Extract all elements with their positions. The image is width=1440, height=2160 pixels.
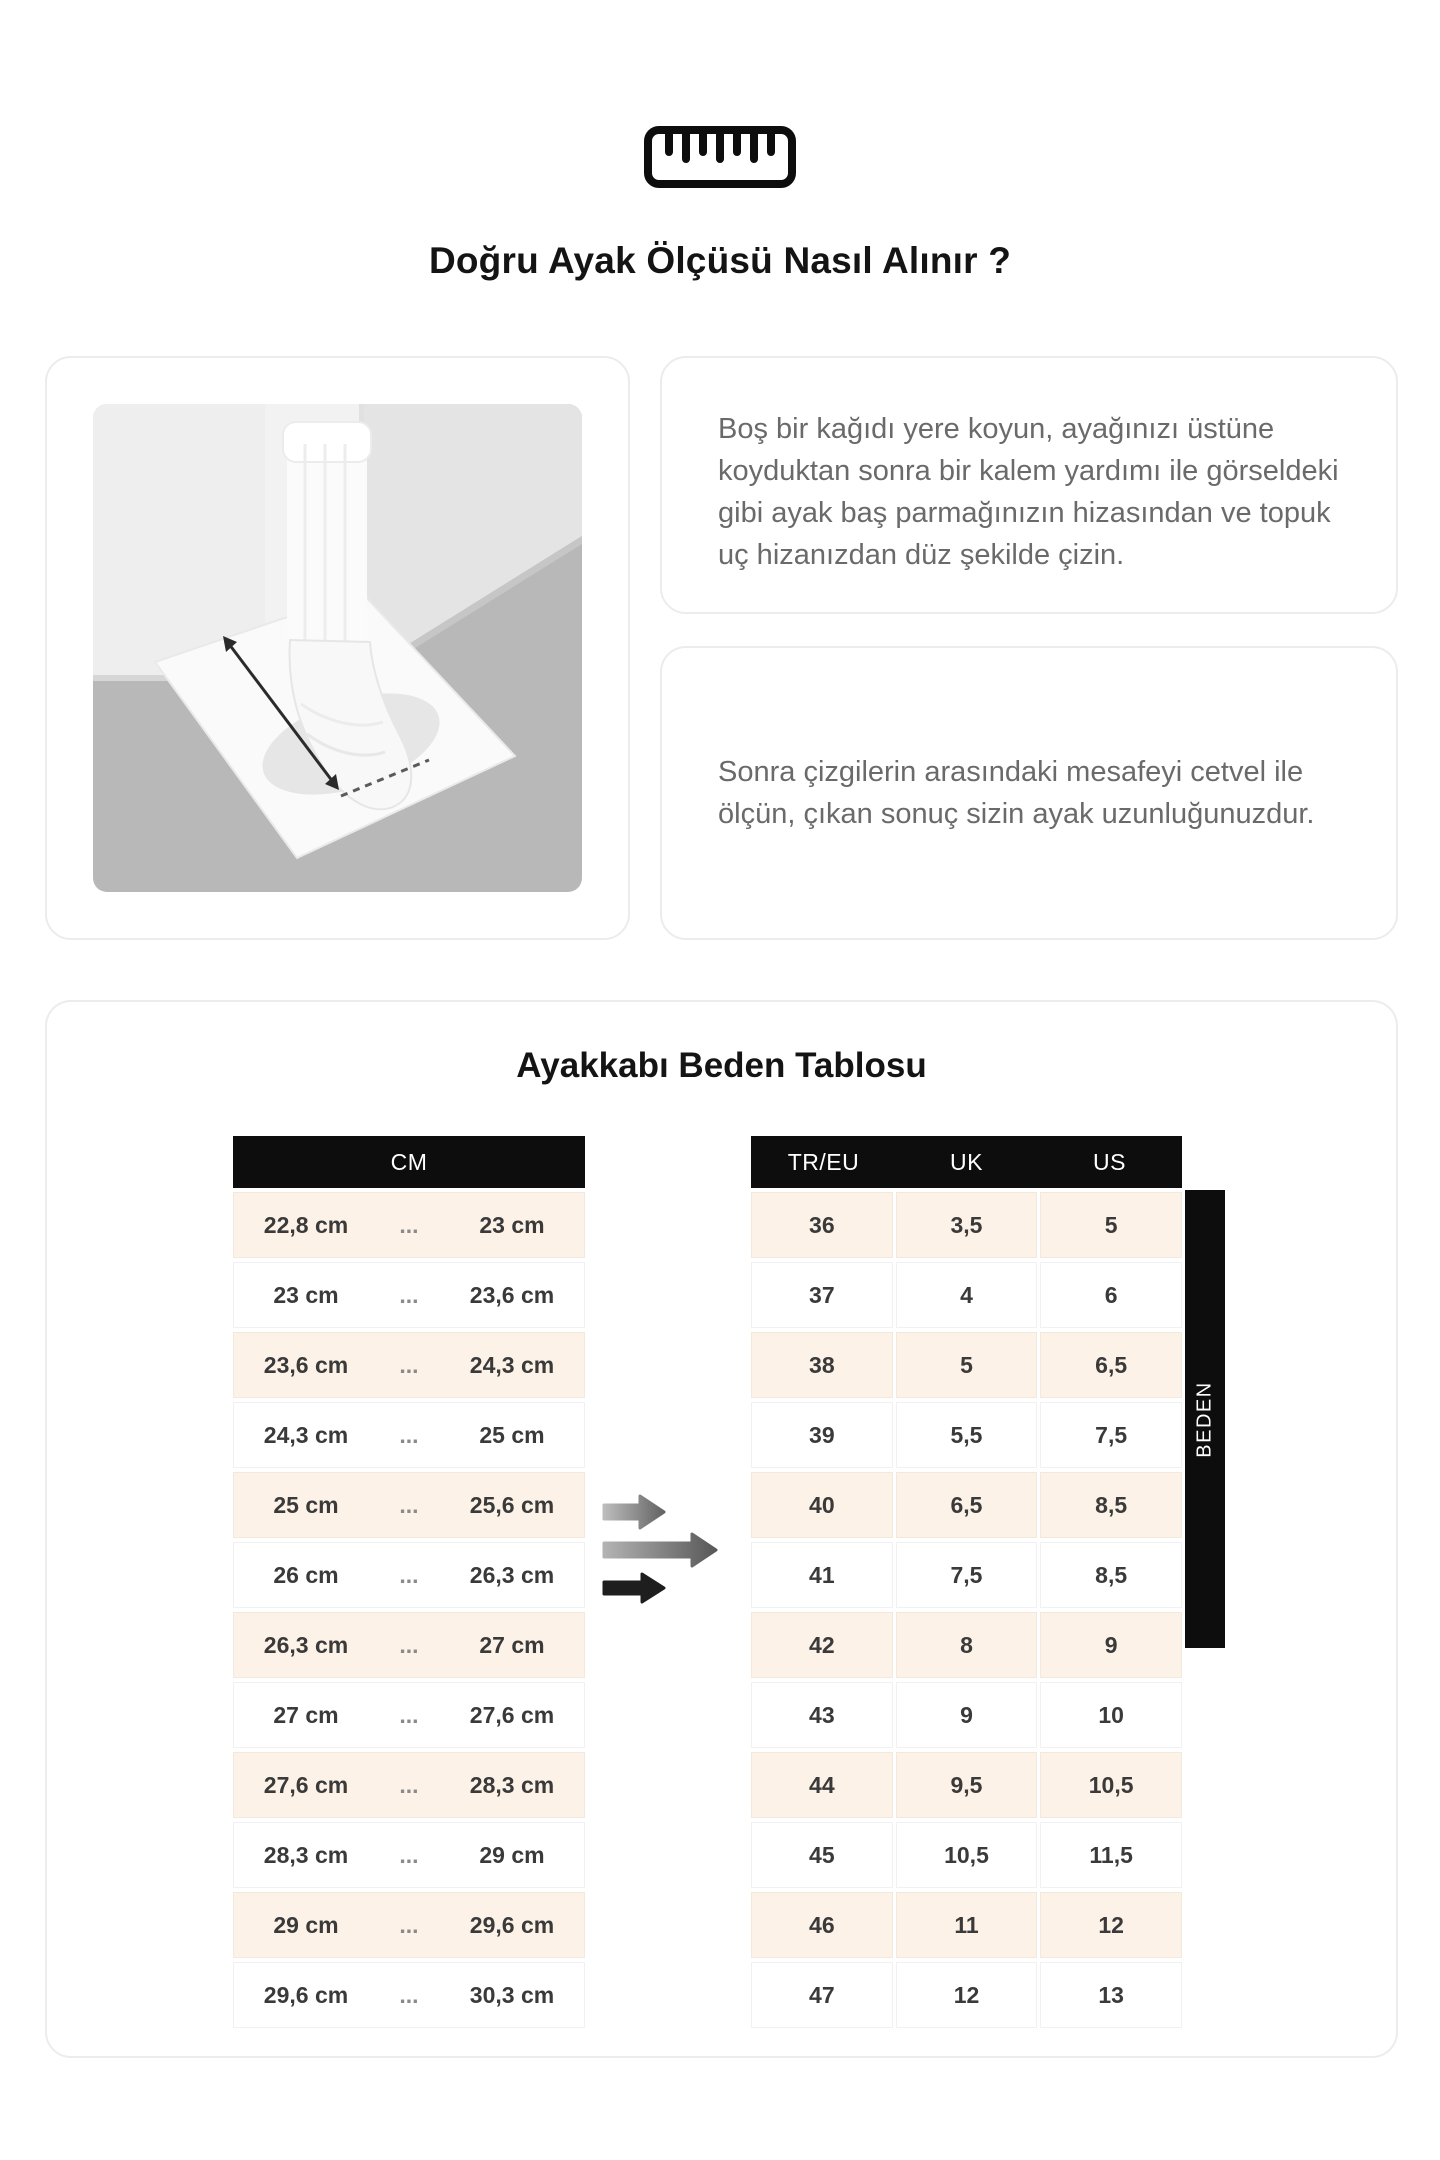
cm-range-separator: ... <box>399 1841 419 1868</box>
cm-to-value: 23 cm <box>479 1211 545 1238</box>
size-table-row <box>751 1192 1182 1258</box>
cm-range-separator: ... <box>399 1561 419 1588</box>
foot-measurement-photo-card <box>45 356 630 940</box>
cm-to-value: 28,3 cm <box>469 1771 555 1798</box>
size-table-row <box>751 1822 1182 1888</box>
size-tr-eu: 37 <box>751 1262 893 1328</box>
col-header-uk: UK <box>950 1148 983 1175</box>
size-us: 13 <box>1040 1962 1182 2028</box>
size-us: 6,5 <box>1040 1332 1182 1398</box>
size-table-row <box>751 1472 1182 1538</box>
instruction-text-column <box>660 356 1398 940</box>
instruction-step-1 <box>660 356 1398 614</box>
cm-range-separator: ... <box>399 1771 419 1798</box>
cm-to-value: 29,6 cm <box>469 1911 555 1938</box>
size-tr-eu: 38 <box>751 1332 893 1398</box>
cm-range-separator: ... <box>399 1491 419 1518</box>
size-uk: 11 <box>896 1892 1038 1958</box>
page-title: Doğru Ayak Ölçüsü Nasıl Alınır ? <box>428 240 1012 281</box>
cm-table-body <box>233 1192 585 2028</box>
size-table-row <box>751 1962 1182 2028</box>
cm-table-row <box>233 1822 585 1888</box>
size-tr-eu: 45 <box>751 1822 893 1888</box>
cm-from-value: 26,3 cm <box>263 1631 349 1658</box>
size-uk: 10,5 <box>896 1822 1038 1888</box>
instruction-step-2 <box>660 646 1398 940</box>
international-size-table-body <box>751 1192 1182 2028</box>
conversion-arrows-icon <box>585 1132 748 1606</box>
size-us: 9 <box>1040 1612 1182 1678</box>
cm-to-value: 23,6 cm <box>469 1281 555 1308</box>
size-uk: 9 <box>896 1682 1038 1748</box>
size-us: 6 <box>1040 1262 1182 1328</box>
cm-range-separator: ... <box>399 1631 419 1658</box>
cm-from-value: 24,3 cm <box>263 1421 349 1448</box>
cm-from-value: 27,6 cm <box>263 1771 349 1798</box>
cm-table-row <box>233 1542 585 1608</box>
cm-table-row <box>233 1962 585 2028</box>
cm-table-row <box>233 1262 585 1328</box>
cm-range-separator: ... <box>399 1211 419 1238</box>
instruction-section <box>45 356 1398 940</box>
size-us: 12 <box>1040 1892 1182 1958</box>
size-table-row <box>751 1612 1182 1678</box>
size-uk: 7,5 <box>896 1542 1038 1608</box>
international-size-table <box>748 1132 1185 2032</box>
international-size-table-header <box>751 1136 1182 1188</box>
size-table-row <box>751 1262 1182 1328</box>
size-table-row <box>751 1682 1182 1748</box>
size-us: 8,5 <box>1040 1472 1182 1538</box>
size-tr-eu: 43 <box>751 1682 893 1748</box>
cm-table <box>233 1132 585 2032</box>
cm-to-value: 30,3 cm <box>469 1981 555 2008</box>
size-table-row <box>751 1402 1182 1468</box>
cm-range-separator: ... <box>399 1701 419 1728</box>
beden-side-label: BEDEN <box>1185 1190 1225 1648</box>
size-us: 7,5 <box>1040 1402 1182 1468</box>
size-uk: 9,5 <box>896 1752 1038 1818</box>
size-tr-eu: 46 <box>751 1892 893 1958</box>
cm-to-value: 27 cm <box>479 1631 545 1658</box>
size-tr-eu: 36 <box>751 1192 893 1258</box>
cm-to-value: 24,3 cm <box>469 1351 555 1378</box>
cm-from-value: 27 cm <box>273 1701 339 1728</box>
size-table-row <box>751 1892 1182 1958</box>
cm-table-row <box>233 1752 585 1818</box>
size-uk: 5 <box>896 1332 1038 1398</box>
cm-from-value: 26 cm <box>273 1561 339 1588</box>
size-us: 11,5 <box>1040 1822 1182 1888</box>
cm-from-value: 23,6 cm <box>263 1351 349 1378</box>
size-tr-eu: 44 <box>751 1752 893 1818</box>
size-uk: 12 <box>896 1962 1038 2028</box>
cm-table-row <box>233 1682 585 1748</box>
ruler-icon <box>0 126 1440 188</box>
cm-table-row <box>233 1892 585 1958</box>
cm-table-row <box>233 1472 585 1538</box>
size-table-row <box>751 1332 1182 1398</box>
cm-range-separator: ... <box>399 1981 419 2008</box>
size-table-row <box>751 1752 1182 1818</box>
size-us: 8,5 <box>1040 1542 1182 1608</box>
cm-from-value: 23 cm <box>273 1281 339 1308</box>
cm-from-value: 28,3 cm <box>263 1841 349 1868</box>
cm-range-separator: ... <box>399 1281 419 1308</box>
cm-from-value: 29,6 cm <box>263 1981 349 2008</box>
cm-range-separator: ... <box>399 1421 419 1448</box>
size-tr-eu: 47 <box>751 1962 893 2028</box>
size-table-row <box>751 1542 1182 1608</box>
cm-to-value: 27,6 cm <box>469 1701 555 1728</box>
international-size-table-wrap <box>748 1132 1216 2032</box>
cm-table-header: CM <box>233 1136 585 1188</box>
instruction-step-2-text: Sonra çizgilerin arasındaki mesafeyi cetvel ile ölçün, çıkan sonuç sizin ayak uzunluğunuzdur. <box>718 755 1315 830</box>
size-tr-eu: 41 <box>751 1542 893 1608</box>
cm-from-value: 25 cm <box>273 1491 339 1518</box>
cm-to-value: 29 cm <box>479 1841 545 1868</box>
size-us: 10,5 <box>1040 1752 1182 1818</box>
cm-to-value: 25 cm <box>479 1421 545 1448</box>
cm-from-value: 29 cm <box>273 1911 339 1938</box>
cm-to-value: 25,6 cm <box>469 1491 555 1518</box>
instruction-step-1-text: Boş bir kağıdı yere koyun, ayağınızı üstüne koyduktan sonra bir kalem yardımı ile görseldeki gibi ayak baş parmağınızın hizasından ve topuk uç hizanızdan düz şekilde çizin. <box>718 413 1339 572</box>
cm-table-row <box>233 1192 585 1258</box>
col-header-us: US <box>1093 1148 1126 1175</box>
size-us: 10 <box>1040 1682 1182 1748</box>
size-table-card <box>45 1000 1398 2058</box>
size-us: 5 <box>1040 1192 1182 1258</box>
cm-range-separator: ... <box>399 1351 419 1378</box>
size-tr-eu: 40 <box>751 1472 893 1538</box>
cm-from-value: 22,8 cm <box>263 1211 349 1238</box>
foot-measurement-photo <box>93 404 582 892</box>
col-header-tr-eu: TR/EU <box>787 1148 860 1175</box>
size-table-title: Ayakkabı Beden Tablosu <box>516 1046 927 1085</box>
cm-table-row <box>233 1332 585 1398</box>
size-tr-eu: 42 <box>751 1612 893 1678</box>
cm-to-value: 26,3 cm <box>469 1561 555 1588</box>
cm-range-separator: ... <box>399 1911 419 1938</box>
size-tr-eu: 39 <box>751 1402 893 1468</box>
cm-table-row <box>233 1612 585 1678</box>
size-uk: 3,5 <box>896 1192 1038 1258</box>
size-uk: 6,5 <box>896 1472 1038 1538</box>
size-tables <box>47 1132 1396 2032</box>
size-uk: 8 <box>896 1612 1038 1678</box>
cm-table-row <box>233 1402 585 1468</box>
size-uk: 5,5 <box>896 1402 1038 1468</box>
size-uk: 4 <box>896 1262 1038 1328</box>
